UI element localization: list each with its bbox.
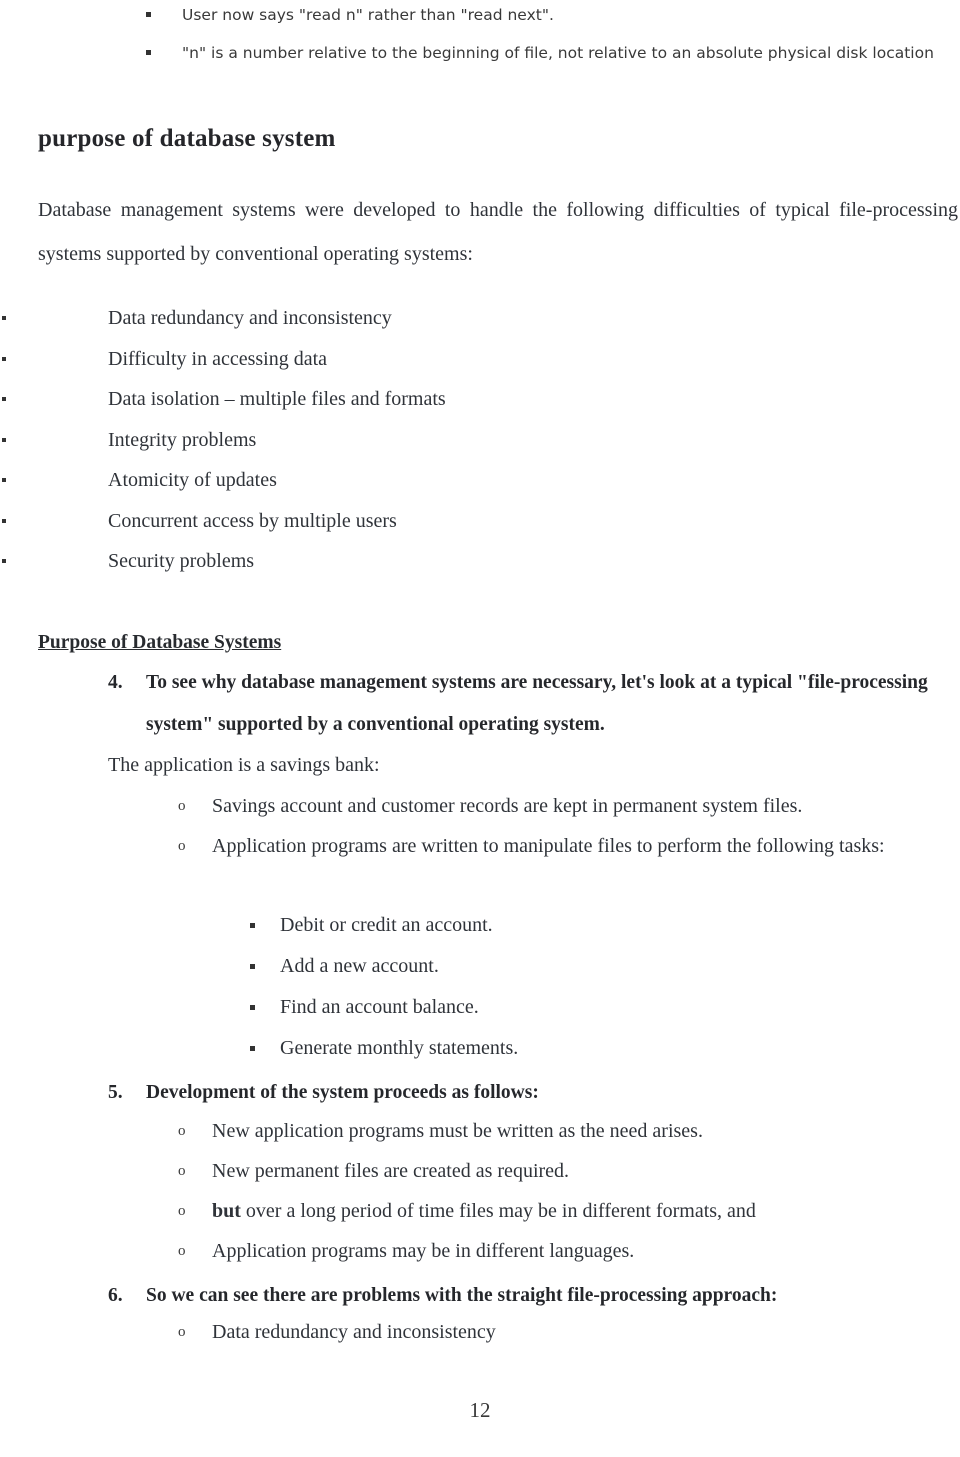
list-item-text: New permanent files are created as required. — [212, 1160, 570, 1182]
list-item — [240, 946, 880, 987]
list-item-text: "n" is a number relative to the beginning of file, not relative to an absolute physical disk location — [182, 44, 934, 62]
list-item — [0, 298, 940, 339]
circle-bullet-icon: o — [178, 1203, 186, 1219]
application-line: The application is a savings bank: — [108, 754, 380, 776]
list-item-text: User now says "read n" rather than "read next". — [182, 6, 554, 24]
square-bullet-icon — [146, 12, 151, 17]
list-item — [140, 0, 950, 30]
circle-bullet-icon: o — [178, 1123, 186, 1139]
list-item-text: Data redundancy and inconsistency — [212, 1321, 496, 1343]
top-bullet-list — [140, 0, 950, 76]
list-item-text: Savings account and customer records are kept in permanent system files. — [212, 795, 803, 817]
list-item-text: Add a new account. — [280, 955, 439, 977]
list-item-text: Atomicity of updates — [108, 469, 277, 491]
list-item — [240, 905, 880, 946]
list-item — [0, 541, 940, 582]
circle-bullet-icon: o — [178, 798, 186, 814]
list-item — [170, 786, 950, 826]
circle-bullet-icon: o — [178, 1324, 186, 1340]
list-item — [0, 420, 940, 461]
list-item-text: Application programs are written to manipulate files to perform the following tasks: — [212, 835, 885, 857]
item-text: To see why database management systems are necessary, let's look at a typical "file-processing system" supported by a conventional operating system. — [146, 672, 928, 735]
dot-bullet-icon — [2, 519, 6, 523]
list-item-text: Data isolation – multiple files and formats — [108, 388, 446, 410]
item-text: So we can see there are problems with the straight file-processing approach: — [146, 1285, 778, 1306]
list-item-text: Security problems — [108, 550, 255, 572]
circle-bullet-icon: o — [178, 838, 186, 854]
tasks-list — [240, 905, 880, 1069]
list-item-text: Data redundancy and inconsistency — [108, 307, 392, 329]
dot-bullet-icon — [2, 478, 6, 482]
item6-sub-list — [170, 1312, 950, 1352]
list-item — [0, 460, 940, 501]
list-item — [170, 1312, 950, 1352]
square-bullet-icon — [250, 964, 255, 969]
list-item — [240, 987, 880, 1028]
list-item-text: Difficulty in accessing data — [108, 347, 328, 370]
square-bullet-icon — [146, 50, 151, 55]
list-item — [170, 1191, 950, 1231]
list-item — [0, 379, 940, 420]
list-item-text: Find an account balance. — [280, 996, 479, 1018]
dot-bullet-icon — [2, 397, 6, 401]
item4-sub-list — [170, 786, 950, 866]
item-number: 5. — [108, 1082, 123, 1103]
list-item — [0, 501, 940, 542]
list-item-text: Integrity problems — [108, 428, 257, 451]
list-item — [170, 1111, 950, 1151]
square-bullet-icon — [250, 923, 255, 928]
numbered-item-5 — [108, 1072, 938, 1114]
list-item-text: Concurrent access by multiple users — [108, 509, 397, 532]
numbered-item-4 — [108, 662, 938, 746]
list-item-text: but over a long period of time files may be in different formats, and — [212, 1200, 756, 1222]
dot-bullet-icon — [2, 438, 6, 442]
item-number: 4. — [108, 672, 123, 693]
square-bullet-icon — [250, 1046, 255, 1051]
list-item-text: Application programs may be in different languages. — [212, 1240, 635, 1262]
item-number: 6. — [108, 1285, 123, 1306]
dot-bullet-icon — [2, 316, 6, 320]
dot-bullet-icon — [2, 559, 6, 563]
list-item-text: Debit or credit an account. — [280, 914, 493, 936]
list-item — [170, 826, 950, 866]
circle-bullet-icon: o — [178, 1163, 186, 1179]
sub-heading: Purpose of Database Systems — [38, 632, 282, 653]
list-item — [140, 38, 950, 68]
problem-list — [0, 298, 940, 582]
item5-sub-list — [170, 1111, 950, 1271]
dot-bullet-icon — [2, 357, 6, 361]
item-text: Development of the system proceeds as follows: — [146, 1082, 539, 1103]
numbered-item-6 — [108, 1275, 938, 1317]
page-title: purpose of database system — [38, 125, 336, 152]
list-item — [170, 1231, 950, 1271]
circle-bullet-icon: o — [178, 1243, 186, 1259]
list-item — [240, 1028, 880, 1069]
list-item — [170, 1151, 950, 1191]
list-item-text: New application programs must be written as the need arises. — [212, 1120, 703, 1142]
intro-paragraph: Database management systems were developed to handle the following difficulties of typical file-processing systems supported by conventional operating systems: — [38, 199, 958, 265]
page-number: 12 — [469, 1398, 491, 1422]
square-bullet-icon — [250, 1005, 255, 1010]
list-item — [0, 339, 940, 380]
list-item-text: Generate monthly statements. — [280, 1037, 519, 1059]
